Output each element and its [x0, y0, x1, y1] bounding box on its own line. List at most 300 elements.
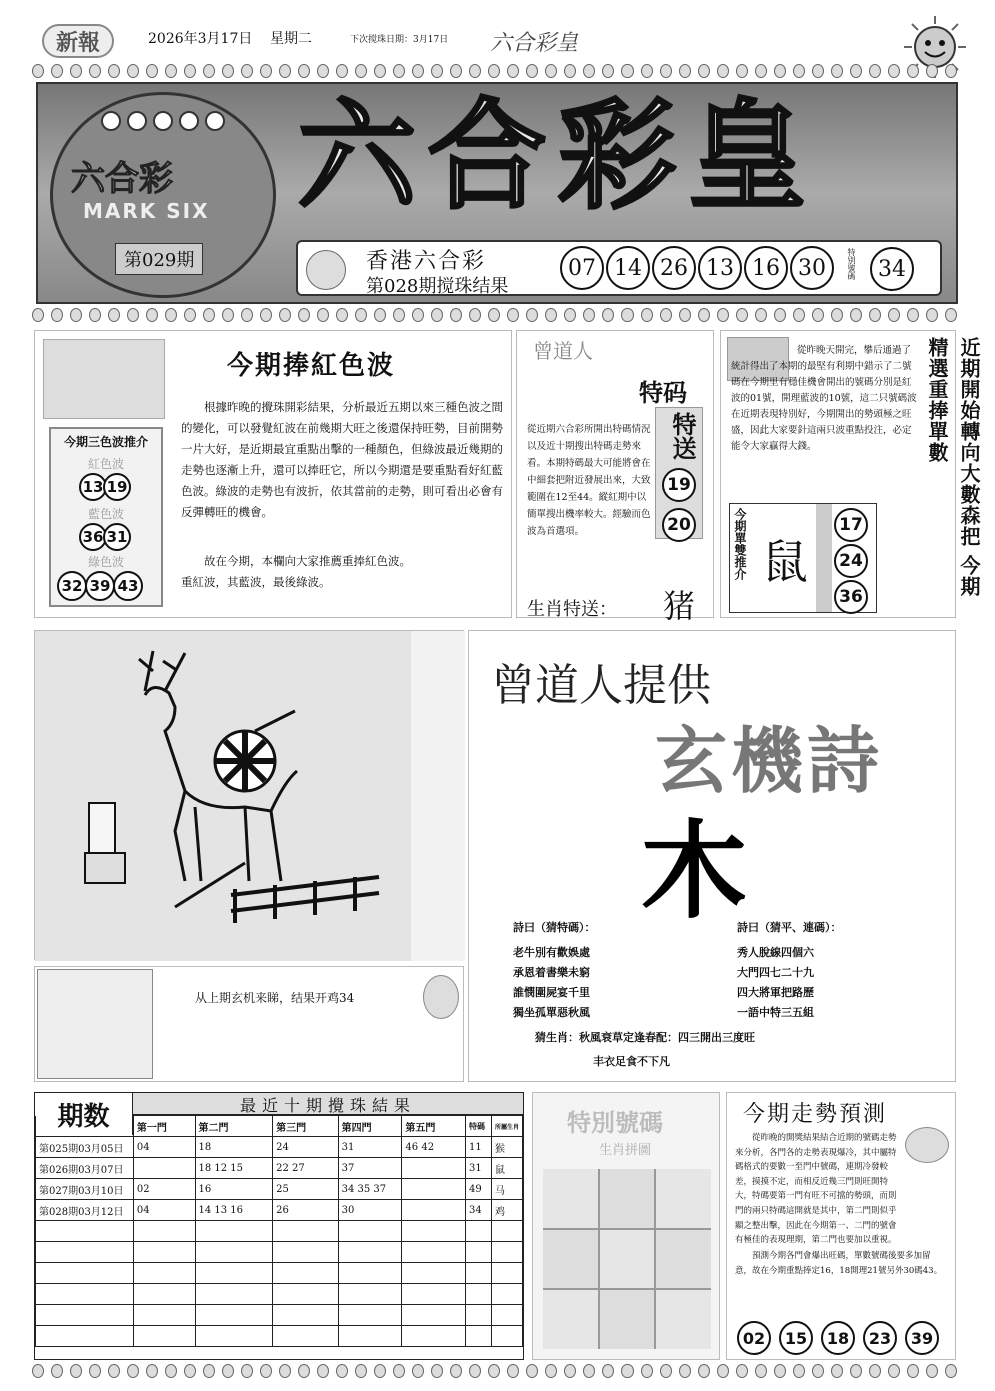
history-cell — [466, 1326, 492, 1347]
decor-ball — [184, 1364, 196, 1378]
decor-ball — [241, 308, 253, 322]
decor-ball — [412, 64, 424, 78]
decor-ball — [679, 64, 691, 78]
decor-ball — [146, 64, 158, 78]
number-ball: 43 — [113, 571, 143, 601]
history-cell: 34 — [466, 1200, 492, 1221]
history-row — [36, 1242, 523, 1263]
number-ball: 36 — [834, 580, 868, 614]
number-ball: 19 — [662, 468, 696, 502]
decor-ball — [774, 64, 786, 78]
decor-ball — [621, 64, 633, 78]
decor-ball — [108, 64, 120, 78]
special-badge — [655, 407, 703, 539]
history-header: 第二門 — [195, 1116, 273, 1137]
blue-wave-label: 藍色波 — [87, 507, 124, 521]
decor-ball — [526, 308, 538, 322]
issue-badge: 第029期 — [115, 243, 203, 275]
decor-ball — [793, 1364, 805, 1378]
history-panel — [34, 1092, 524, 1360]
decor-ball — [488, 1364, 500, 1378]
number-ball: 39 — [85, 571, 115, 601]
special-header: 曾道人 — [533, 339, 593, 363]
decor-ball — [926, 1364, 938, 1378]
caption-panel — [34, 966, 464, 1082]
history-cell — [491, 1221, 522, 1242]
decor-ball — [70, 64, 82, 78]
history-cell: 18 — [195, 1137, 273, 1158]
number-ball: 32 — [57, 571, 87, 601]
history-row — [36, 1221, 523, 1242]
decor-ball — [203, 308, 215, 322]
decor-ball — [89, 308, 101, 322]
history-cell — [491, 1263, 522, 1284]
number-ball: 02 — [737, 1321, 771, 1355]
decor-ball — [545, 64, 557, 78]
history-row — [36, 1263, 523, 1284]
decor-ball — [488, 308, 500, 322]
history-cell — [491, 1284, 522, 1305]
decor-ball — [336, 308, 348, 322]
decor-ball — [755, 64, 767, 78]
decor-ball — [298, 64, 310, 78]
new-badge: 新報 — [42, 24, 114, 58]
history-cell — [195, 1221, 273, 1242]
decor-ball — [393, 1364, 405, 1378]
decor-ball — [641, 64, 653, 78]
history-cell: 04 — [133, 1137, 195, 1158]
sd-zodiac: 鼠 — [762, 535, 808, 589]
decor-ball — [602, 64, 614, 78]
history-cell — [273, 1326, 339, 1347]
poem-line: 獨坐孤單惡秋風 — [513, 1006, 590, 1019]
decor-ball — [888, 1364, 900, 1378]
history-cell: 鸡 — [491, 1200, 522, 1221]
decor-ball — [812, 64, 824, 78]
decor-ball — [717, 64, 729, 78]
history-cell — [338, 1221, 402, 1242]
decor-ball — [127, 64, 139, 78]
history-cell — [36, 1263, 134, 1284]
hk-label: 香港六合彩 — [366, 249, 487, 274]
special-code-panel — [516, 330, 714, 625]
history-cell — [36, 1284, 134, 1305]
decor-ball — [393, 308, 405, 322]
logo-sub: MARK SIX — [83, 199, 210, 223]
history-cell — [133, 1158, 195, 1179]
decor-ball — [945, 1364, 957, 1378]
number-ball: 13 — [79, 473, 107, 501]
logo-text: 六合彩 — [71, 159, 173, 199]
history-cell — [133, 1284, 195, 1305]
decor-ball — [469, 308, 481, 322]
history-cell — [195, 1305, 273, 1326]
decor-ball — [241, 1364, 253, 1378]
poem-line: 一語中特三五組 — [737, 1006, 814, 1019]
poem-provider: 曾道人提供 — [491, 660, 711, 711]
puzzle-title: 特別號碼 — [567, 1109, 663, 1137]
special-text: 從近期六合彩所開出特碼情況以及近十期搜出特碼走勢來看。本期特碼最大可能將會在中細套把附近發展出來，大致範圍在12至44。縱紅期中以簡單搜出機率較大。經驗而色波為首選項。 — [527, 424, 651, 537]
decor-ball — [736, 1364, 748, 1378]
decor-ball — [793, 64, 805, 78]
history-row — [36, 1179, 523, 1200]
number-ball: 15 — [779, 1321, 813, 1355]
sd-box — [729, 503, 877, 613]
decor-ball — [260, 64, 272, 78]
history-cell — [466, 1284, 492, 1305]
decor-ball — [108, 308, 120, 322]
decor-ball — [755, 308, 767, 322]
decor-ball — [602, 308, 614, 322]
decor-balls-top — [32, 64, 962, 78]
history-cell — [338, 1242, 402, 1263]
decor-ball — [831, 308, 843, 322]
decor-ball — [698, 308, 710, 322]
trend-text: 從昨晚的開獎結果結合近期的號碼走勢來分析，各門各的走勢表現爆冷，其中屬特碼格式的要數一至門中號碼，連期冷發較差，摸摸不定，而相反近幾三門則旺開特大，特碼要第一門有旺不可擋的勢頭，而則門的兩只特碼這開就是其中，第二門則似乎顯之整出擊，因此在今期第一、二門的號會有極佳的表現理期，第二門也要加以重視。 — [735, 1133, 897, 1246]
history-header: 第三門 — [273, 1116, 339, 1137]
history-cell: 22 27 — [273, 1158, 339, 1179]
history-row — [36, 1326, 523, 1347]
poem-zodiac-line: 猜生肖：秋風衰草定逢春配：四三開出三度旺 — [535, 1031, 755, 1044]
poem-line: 秀人脫線四個六 — [737, 946, 814, 959]
history-cell: 马 — [491, 1179, 522, 1200]
decor-ball — [279, 64, 291, 78]
history-cell: 第025期03月05日 — [36, 1137, 134, 1158]
history-cell — [195, 1263, 273, 1284]
history-cell — [466, 1221, 492, 1242]
history-header: 特碼 — [466, 1116, 492, 1137]
number-ball: 39 — [905, 1321, 939, 1355]
wave-box-title: 今期三色波推介 — [63, 435, 148, 449]
sd-vertical: 近期開始轉向大數森把 今期精選重捧單數 — [925, 337, 981, 597]
decor-ball — [926, 308, 938, 322]
decor-ball — [32, 64, 44, 78]
decor-ball — [355, 64, 367, 78]
result-label: 第028期搅珠结果 — [366, 276, 509, 297]
decor-ball — [108, 1364, 120, 1378]
history-cell: 30 — [338, 1200, 402, 1221]
decor-ball — [127, 1364, 139, 1378]
decor-ball — [355, 308, 367, 322]
history-cell: 25 — [273, 1179, 339, 1200]
decor-ball — [869, 308, 881, 322]
wave-body: 根據昨晚的攪珠開彩結果，分析最近五期以來三種色波之間的變化，可以發覺紅波在前幾期大旺之後還保持旺勢，目前開勢一片大好，是近期最宜重點出擊的一種顏色，但綠波最近幾期的走勢也逐漸上升，還可以捧旺它，所以今期還是要重點看好紅藍色波。綠波的走勢也有波折，依其當前的走勢，則可看出必會有反彈轉旺的機會。 — [181, 400, 503, 519]
decor-ball — [641, 308, 653, 322]
decor-ball — [298, 1364, 310, 1378]
poem-big-char: 木 — [641, 810, 747, 933]
decor-ball — [222, 64, 234, 78]
history-cell: 14 13 16 — [195, 1200, 273, 1221]
history-cell — [402, 1221, 466, 1242]
number-ball: 23 — [863, 1321, 897, 1355]
history-cell — [491, 1242, 522, 1263]
decor-ball — [698, 1364, 710, 1378]
decor-ball — [698, 64, 710, 78]
deer-illustration — [35, 631, 465, 961]
number-ball: 26 — [652, 246, 696, 290]
wave-box — [49, 427, 163, 607]
decor-ball — [431, 1364, 443, 1378]
special-badge-text: 特送 — [668, 412, 697, 460]
decor-ball — [431, 308, 443, 322]
red-wave-label: 紅色波 — [87, 457, 124, 471]
decor-ball — [812, 1364, 824, 1378]
trend-logo — [905, 1127, 949, 1163]
decor-ball — [165, 308, 177, 322]
decor-ball — [279, 308, 291, 322]
history-cell: 31 — [466, 1158, 492, 1179]
history-cell — [402, 1200, 466, 1221]
decor-ball — [89, 64, 101, 78]
history-row — [36, 1137, 523, 1158]
decor-ball — [374, 308, 386, 322]
results-strip — [296, 240, 942, 296]
history-cell: 猴 — [491, 1137, 522, 1158]
masthead-banner — [36, 82, 958, 304]
history-cell — [466, 1263, 492, 1284]
decor-ball — [260, 308, 272, 322]
poem-right-label: 詩曰（猜平、連碼）： — [737, 921, 842, 934]
decor-ball — [926, 64, 938, 78]
history-cell — [466, 1305, 492, 1326]
decor-ball — [850, 64, 862, 78]
decor-ball — [850, 308, 862, 322]
decor-ball — [51, 1364, 63, 1378]
decor-ball — [184, 64, 196, 78]
history-cell — [36, 1326, 134, 1347]
decor-ball — [679, 1364, 691, 1378]
trend-text2: 預測今期各門會爆出旺碼，單數號碼後要多加留意，故在今期重點捧定16，18開理21號另外30碼43。 — [735, 1251, 943, 1276]
poem-last-line: 丰衣足食不下凡 — [593, 1055, 670, 1068]
decor-ball — [32, 1364, 44, 1378]
special-title: 特码 — [639, 378, 687, 407]
history-cell — [273, 1242, 339, 1263]
main-title: 六合彩皇 — [298, 86, 819, 225]
history-cell: 46 42 — [402, 1137, 466, 1158]
decor-ball — [450, 64, 462, 78]
logo-disc — [50, 92, 276, 298]
poem-line: 誰憫圍屍宴千里 — [513, 986, 590, 999]
history-cell — [402, 1263, 466, 1284]
history-cell: 04 — [133, 1200, 195, 1221]
history-cell — [133, 1263, 195, 1284]
history-cell — [402, 1242, 466, 1263]
number-ball: 17 — [834, 508, 868, 542]
wave-heading: 今期捧紅色波 — [227, 351, 396, 381]
history-cell — [402, 1284, 466, 1305]
trend-panel — [726, 1092, 956, 1360]
history-cell — [36, 1221, 134, 1242]
history-cell: 26 — [273, 1200, 339, 1221]
decor-ball — [317, 1364, 329, 1378]
history-header-blank — [36, 1116, 134, 1137]
history-cell: 16 — [195, 1179, 273, 1200]
history-row — [36, 1158, 523, 1179]
decor-ball — [526, 64, 538, 78]
history-cell — [133, 1305, 195, 1326]
history-cell — [491, 1305, 522, 1326]
green-wave-label: 綠色波 — [87, 555, 124, 569]
history-cell: 第027期03月10日 — [36, 1179, 134, 1200]
decor-ball — [583, 64, 595, 78]
puzzle-panel — [532, 1092, 720, 1360]
trend-title: 今期走勢預測 — [743, 1102, 888, 1127]
decor-ball — [203, 1364, 215, 1378]
decor-ball — [374, 64, 386, 78]
decor-ball — [412, 1364, 424, 1378]
weekday-text: 星期二 — [270, 31, 312, 47]
decor-ball — [488, 64, 500, 78]
sd-stripe — [816, 504, 832, 612]
decor-ball — [869, 1364, 881, 1378]
history-cell — [491, 1326, 522, 1347]
zodiac-value: 猪 — [663, 587, 696, 625]
decor-ball — [70, 1364, 82, 1378]
decor-balls-mid — [32, 308, 962, 322]
decor-balls-bottom — [32, 1364, 962, 1378]
history-cell — [273, 1284, 339, 1305]
special-ball: 34 — [870, 247, 914, 291]
decor-ball — [736, 308, 748, 322]
decor-ball — [660, 1364, 672, 1378]
next-draw-text: 下次搅珠日期：3月17日 — [350, 35, 449, 45]
history-header: 第五門 — [402, 1116, 466, 1137]
history-row — [36, 1305, 523, 1326]
history-cell: 第026期03月07日 — [36, 1158, 134, 1179]
history-table — [35, 1115, 523, 1347]
decor-ball — [755, 1364, 767, 1378]
history-cell — [466, 1242, 492, 1263]
decor-ball — [907, 64, 919, 78]
decor-ball — [507, 1364, 519, 1378]
number-ball: 16 — [744, 246, 788, 290]
history-cell — [338, 1305, 402, 1326]
number-ball: 07 — [560, 246, 604, 290]
history-period-label: 期数 — [35, 1093, 133, 1135]
history-cell — [402, 1158, 466, 1179]
decor-ball — [888, 64, 900, 78]
zodiac-label: 生肖特送： — [527, 599, 617, 620]
decor-ball — [564, 308, 576, 322]
number-ball: 19 — [103, 473, 131, 501]
decor-ball — [146, 1364, 158, 1378]
decor-ball — [564, 64, 576, 78]
decor-ball — [165, 1364, 177, 1378]
masthead-top — [30, 22, 970, 62]
history-cell: 18 12 15 — [195, 1158, 273, 1179]
poem-panel — [468, 630, 956, 1082]
decor-ball — [888, 308, 900, 322]
decor-ball — [241, 64, 253, 78]
decor-ball — [850, 1364, 862, 1378]
history-cell: 37 — [338, 1158, 402, 1179]
decor-ball — [812, 308, 824, 322]
decor-ball — [583, 308, 595, 322]
decor-ball — [679, 308, 691, 322]
history-cell — [133, 1242, 195, 1263]
history-cell — [402, 1179, 466, 1200]
decor-ball — [564, 1364, 576, 1378]
history-cell — [195, 1242, 273, 1263]
caption-illustration — [37, 969, 153, 1079]
puzzle-subtitle: 生肖拼圖 — [599, 1143, 652, 1158]
poem-line: 老牛別有歡娛處 — [513, 946, 590, 959]
decor-ball — [203, 64, 215, 78]
decor-ball — [831, 1364, 843, 1378]
history-cell: 31 — [338, 1137, 402, 1158]
history-cell — [338, 1326, 402, 1347]
history-row — [36, 1284, 523, 1305]
history-header: 所屬生肖 — [491, 1116, 522, 1137]
sd-label: 今期單雙推介 — [733, 508, 747, 580]
decor-ball — [51, 64, 63, 78]
number-ball: 24 — [834, 544, 868, 578]
wave-logo — [43, 339, 165, 419]
decor-ball — [279, 1364, 291, 1378]
decor-ball — [298, 308, 310, 322]
decor-ball — [260, 1364, 272, 1378]
history-header-row — [36, 1116, 523, 1137]
poem-left-label: 詩曰（猜特碼）： — [513, 921, 596, 934]
decor-ball — [774, 308, 786, 322]
history-cell — [273, 1263, 339, 1284]
history-cell: 11 — [466, 1137, 492, 1158]
history-cell — [36, 1305, 134, 1326]
decor-ball — [641, 1364, 653, 1378]
poem-line: 四大將軍把路歷 — [737, 986, 814, 999]
decor-ball — [774, 1364, 786, 1378]
decor-ball — [907, 308, 919, 322]
history-cell — [402, 1305, 466, 1326]
decor-ball — [507, 308, 519, 322]
logo-balls — [101, 111, 225, 131]
sd-text: 從昨晚天開完，攀后通過了統計得出了本期的最堅有利期中錯示了二號碼在今期里有穩佳機會開出的號碼分別是紅波的01號，開理藍波的10號，這二只號碼波在近期表現特別好，今期開出的勢頭極之旺盛，因此大家要針這兩只波重點投注，必定能令大家贏得大錢。 — [731, 345, 917, 452]
mini-logo-icon — [306, 250, 346, 290]
poem-right-lines — [737, 943, 814, 1023]
decor-ball — [450, 1364, 462, 1378]
history-cell — [195, 1284, 273, 1305]
history-header: 第一門 — [133, 1116, 195, 1137]
decor-ball — [70, 308, 82, 322]
decor-ball — [393, 64, 405, 78]
decor-ball — [165, 64, 177, 78]
history-cell — [195, 1326, 273, 1347]
wave-order: 重紅波，其藍波，最後綠波。 — [181, 575, 331, 589]
decor-ball — [127, 308, 139, 322]
decor-ball — [621, 1364, 633, 1378]
decor-ball — [374, 1364, 386, 1378]
decor-ball — [583, 1364, 595, 1378]
decor-ball — [51, 308, 63, 322]
decor-ball — [336, 1364, 348, 1378]
decor-ball — [469, 64, 481, 78]
history-cell — [338, 1284, 402, 1305]
date-text: 2026年3月17日 — [148, 31, 253, 47]
decor-ball — [526, 1364, 538, 1378]
history-row — [36, 1200, 523, 1221]
puzzle-grid — [543, 1169, 711, 1349]
decor-ball — [184, 308, 196, 322]
poem-line: 承恩着書樂未窮 — [513, 966, 590, 979]
decor-ball — [869, 64, 881, 78]
history-cell: 02 — [133, 1179, 195, 1200]
decor-ball — [717, 1364, 729, 1378]
decor-ball — [602, 1364, 614, 1378]
decor-ball — [469, 1364, 481, 1378]
brand-script: 六合彩皇 — [490, 31, 579, 56]
number-ball: 13 — [698, 246, 742, 290]
decor-ball — [831, 64, 843, 78]
